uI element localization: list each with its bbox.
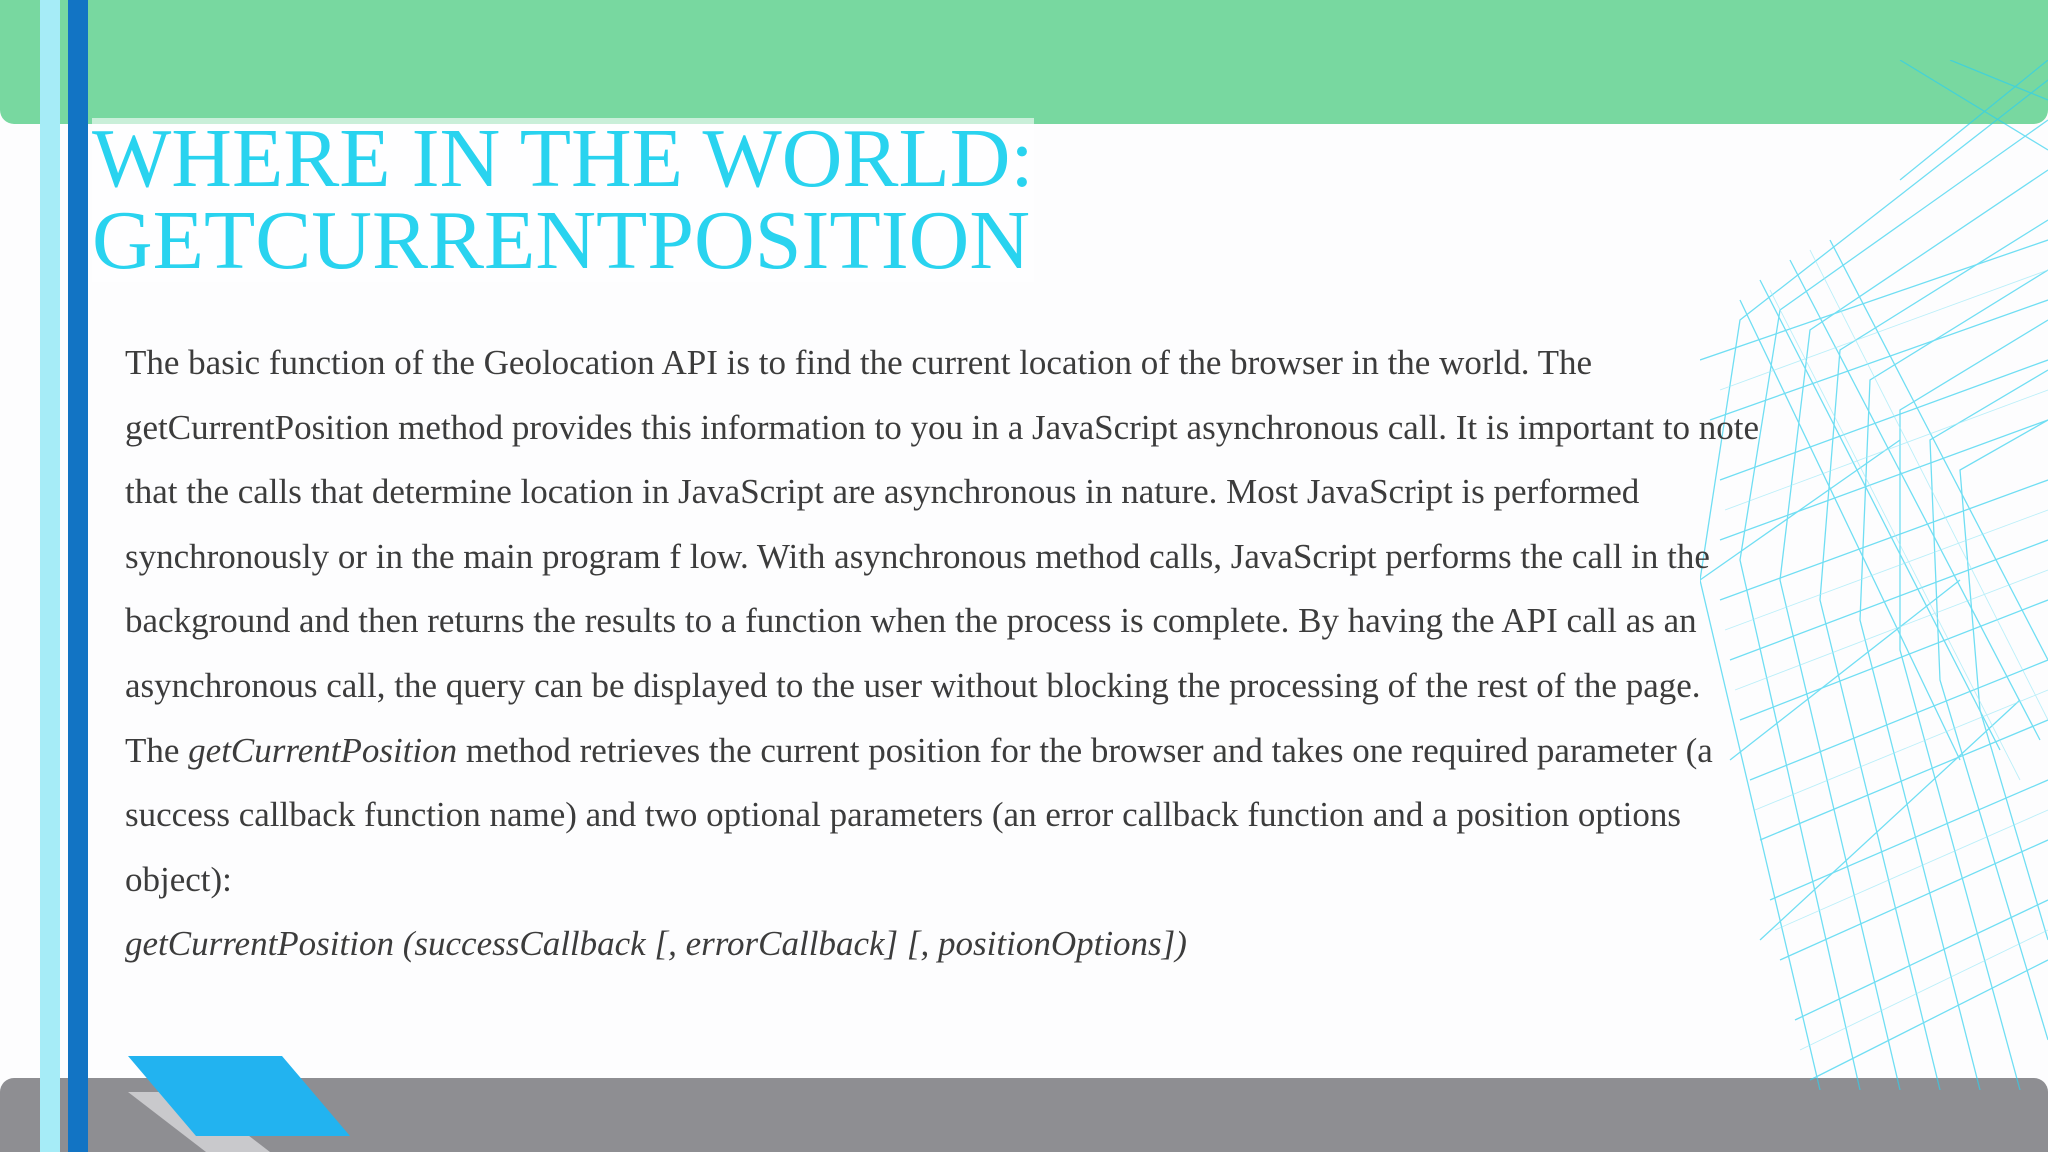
- title-line-1: WHERE IN THE WORLD:: [92, 112, 1034, 205]
- body-text: [125, 331, 1945, 977]
- body-line-5: background and then returns the results to a function when the process is complete. By having the API call as an: [125, 601, 1697, 641]
- body-line-8: success callback function name) and two optional parameters (an error callback function and a position options: [125, 795, 1681, 835]
- body-line-4: synchronously or in the main program f low. With asynchronous method calls, JavaScript performs the call in the: [125, 536, 1710, 576]
- body-line-6: asynchronous call, the query can be displayed to the user without blocking the processing of the rest of the page.: [125, 665, 1701, 705]
- body-line-7-suffix: method retrieves the current position for the browser and takes one required parameter (a: [457, 730, 1713, 770]
- title-line-2: GETCURRENTPOSITION: [92, 194, 1030, 287]
- method-signature: [125, 912, 1945, 977]
- body-line-3: that the calls that determine location in JavaScript are asynchronous in nature. Most JavaScript is performed: [125, 472, 1640, 512]
- body-line-2: getCurrentPosition method provides this information to you in a JavaScript asynchronous call. It is important to note: [125, 407, 1760, 447]
- slide-title: [92, 112, 1034, 287]
- body-line-7: [125, 719, 1945, 784]
- body-line-1: The basic function of the Geolocation API is to find the current location of the browser in the world. The: [125, 343, 1593, 382]
- body-line-7-prefix: The: [125, 730, 189, 770]
- left-accent-stripe-light: [40, 0, 60, 1152]
- left-accent-stripe-dark: [68, 0, 88, 1152]
- method-name-italic: getCurrentPosition: [188, 730, 458, 770]
- method-signature-text: getCurrentPosition (successCallback [, errorCallback] [, positionOptions]): [125, 924, 1187, 964]
- body-line-9: object):: [125, 859, 232, 899]
- decorative-parallelograms: [120, 1050, 380, 1152]
